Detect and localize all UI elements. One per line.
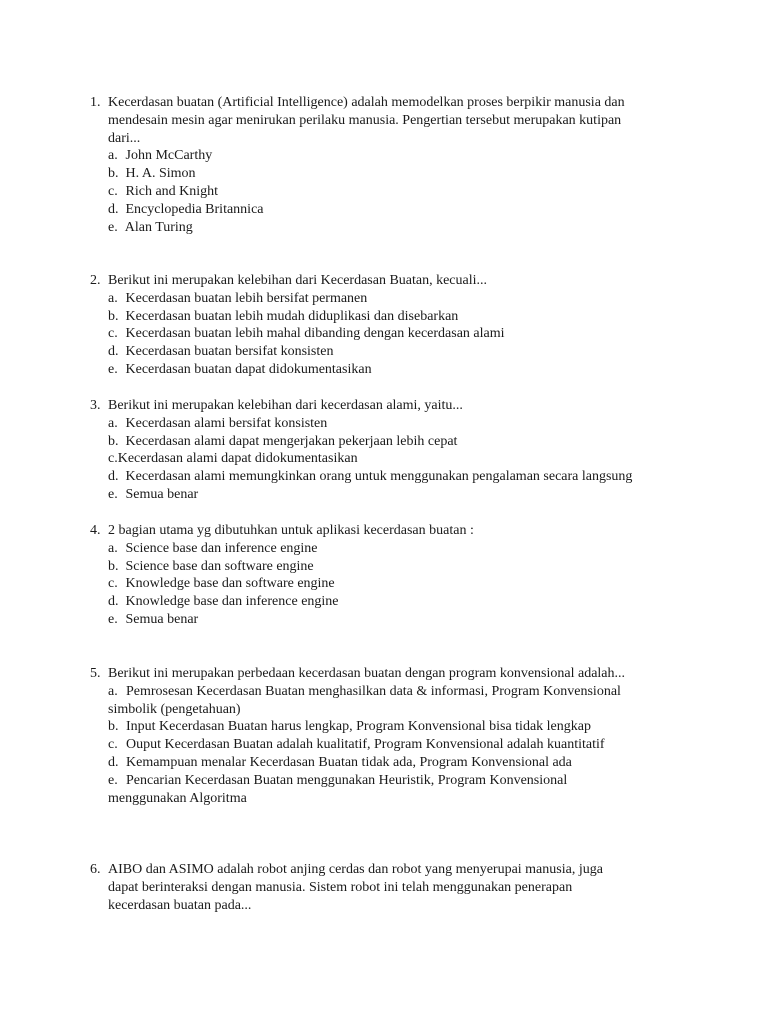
option-d — [90, 468, 690, 486]
question-text: AIBO dan ASIMO adalah robot anjing cerdas dan robot yang menyerupai manusia, juga — [108, 862, 603, 877]
question-text: dari... — [108, 130, 141, 146]
question-number: 2. — [90, 273, 101, 288]
question-number: 6. — [90, 862, 101, 877]
option-text: Semua benar — [125, 611, 199, 627]
option-a — [90, 683, 690, 701]
question-number: 1. — [90, 95, 101, 110]
option-e — [90, 611, 690, 629]
option-letter: e. — [108, 611, 118, 627]
option-b — [90, 558, 690, 576]
option-letter: c. — [108, 737, 118, 753]
option-text: Kecerdasan buatan dapat didokumentasikan — [125, 361, 372, 377]
option-a — [90, 147, 690, 165]
option-letter: a. — [108, 415, 118, 431]
option-letter: b. — [108, 558, 119, 574]
option-a — [90, 540, 690, 558]
question-text: 2 bagian utama yg dibutuhkan untuk aplikasi kecerdasan buatan : — [108, 523, 474, 538]
option-letter: d. — [108, 201, 119, 217]
option-letter: d. — [108, 469, 119, 485]
question-text: dapat berinteraksi dengan manusia. Sistem robot ini telah menggunakan penerapan — [108, 879, 573, 895]
option-e — [90, 361, 690, 379]
option-letter: c. — [108, 576, 118, 592]
question-2 — [90, 272, 690, 379]
option-text: Kemampuan menalar Kecerdasan Buatan tidak ada, Program Konvensional ada — [126, 754, 572, 770]
option-text: Kecerdasan alami dapat didokumentasikan — [117, 451, 358, 467]
option-c — [90, 450, 690, 468]
option-letter: a. — [108, 540, 118, 556]
option-text: Kecerdasan alami memungkinkan orang untuk menggunakan pengalaman secara langsung — [125, 469, 633, 485]
option-letter: a. — [108, 683, 118, 699]
option-text: Pencarian Kecerdasan Buatan menggunakan Heuristik, Program Konvensional — [126, 772, 568, 788]
option-letter: b. — [108, 166, 119, 182]
question-3 — [90, 397, 690, 504]
option-text: Knowledge base dan software engine — [125, 576, 335, 592]
option-e — [90, 772, 690, 790]
option-text: Semua benar — [125, 486, 199, 502]
option-d — [90, 343, 690, 361]
question-number: 5. — [90, 666, 101, 681]
option-b — [90, 718, 690, 736]
option-e — [90, 486, 690, 504]
option-text: Kecerdasan buatan lebih mahal dibanding dengan kecerdasan alami — [125, 326, 505, 342]
option-b — [90, 165, 690, 183]
option-letter: b. — [108, 433, 119, 449]
option-e — [90, 219, 690, 237]
option-b — [90, 433, 690, 451]
option-d — [90, 593, 690, 611]
option-c — [90, 736, 690, 754]
option-letter: e. — [108, 219, 118, 235]
option-letter: d. — [108, 344, 119, 360]
option-a — [90, 415, 690, 433]
option-letter: e. — [108, 361, 118, 377]
question-text: Berikut ini merupakan kelebihan dari kecerdasan alami, yaitu... — [108, 398, 463, 413]
option-text-continued: menggunakan Algoritma — [108, 790, 247, 806]
option-text: Kecerdasan buatan lebih bersifat permanen — [125, 290, 368, 306]
option-text: John McCarthy — [125, 148, 213, 164]
option-text: Kecerdasan buatan lebih mudah diduplikasi dan disebarkan — [125, 308, 459, 324]
option-text: Knowledge base dan inference engine — [125, 594, 339, 610]
option-d — [90, 201, 690, 219]
option-text: Pemrosesan Kecerdasan Buatan menghasilkan data & informasi, Program Konvensional — [126, 683, 621, 699]
option-letter: b. — [108, 719, 119, 735]
option-letter: d. — [108, 594, 119, 610]
question-number: 4. — [90, 523, 101, 538]
question-1 — [90, 94, 690, 236]
option-text: Input Kecerdasan Buatan harus lengkap, Program Konvensional bisa tidak lengkap — [126, 719, 591, 735]
question-text: Kecerdasan buatan (Artificial Intelligence) adalah memodelkan proses berpikir manusia dan — [108, 95, 625, 110]
option-a — [90, 290, 690, 308]
option-text: H. A. Simon — [125, 166, 196, 182]
option-text: Kecerdasan buatan bersifat konsisten — [125, 344, 334, 360]
option-letter: d. — [108, 754, 119, 770]
option-letter: e. — [108, 772, 118, 788]
option-c — [90, 183, 690, 201]
option-text: Science base dan inference engine — [125, 540, 318, 556]
option-text: Rich and Knight — [125, 183, 219, 199]
option-text: Encyclopedia Britannica — [125, 201, 264, 217]
option-letter: c. — [108, 326, 118, 342]
option-c — [90, 575, 690, 593]
option-letter: a. — [108, 290, 118, 306]
option-text: Science base dan software engine — [125, 558, 314, 574]
option-text: Alan Turing — [124, 219, 193, 235]
question-4 — [90, 522, 690, 629]
option-text: Kecerdasan alami bersifat konsisten — [125, 415, 328, 431]
question-text: mendesain mesin agar menirukan perilaku manusia. Pengertian tersebut merupakan kutipan — [108, 112, 622, 128]
option-letter: c. — [108, 451, 118, 467]
option-text-continued: simbolik (pengetahuan) — [108, 701, 241, 717]
question-text: Berikut ini merupakan kelebihan dari Kecerdasan Buatan, kecuali... — [108, 273, 488, 288]
option-letter: c. — [108, 183, 118, 199]
option-text: Ouput Kecerdasan Buatan adalah kualitatif, Program Konvensional adalah kuantitatif — [126, 737, 605, 753]
option-text: Kecerdasan alami dapat mengerjakan pekerjaan lebih cepat — [125, 433, 458, 449]
option-d — [90, 754, 690, 772]
option-b — [90, 308, 690, 326]
question-6 — [90, 861, 690, 914]
question-number: 3. — [90, 398, 101, 413]
option-c — [90, 325, 690, 343]
option-letter: b. — [108, 308, 119, 324]
question-text: kecerdasan buatan pada... — [108, 897, 252, 913]
question-text: Berikut ini merupakan perbedaan kecerdasan buatan dengan program konvensional adalah... — [108, 666, 626, 681]
option-letter: a. — [108, 148, 118, 164]
question-5 — [90, 665, 690, 807]
option-letter: e. — [108, 486, 118, 502]
